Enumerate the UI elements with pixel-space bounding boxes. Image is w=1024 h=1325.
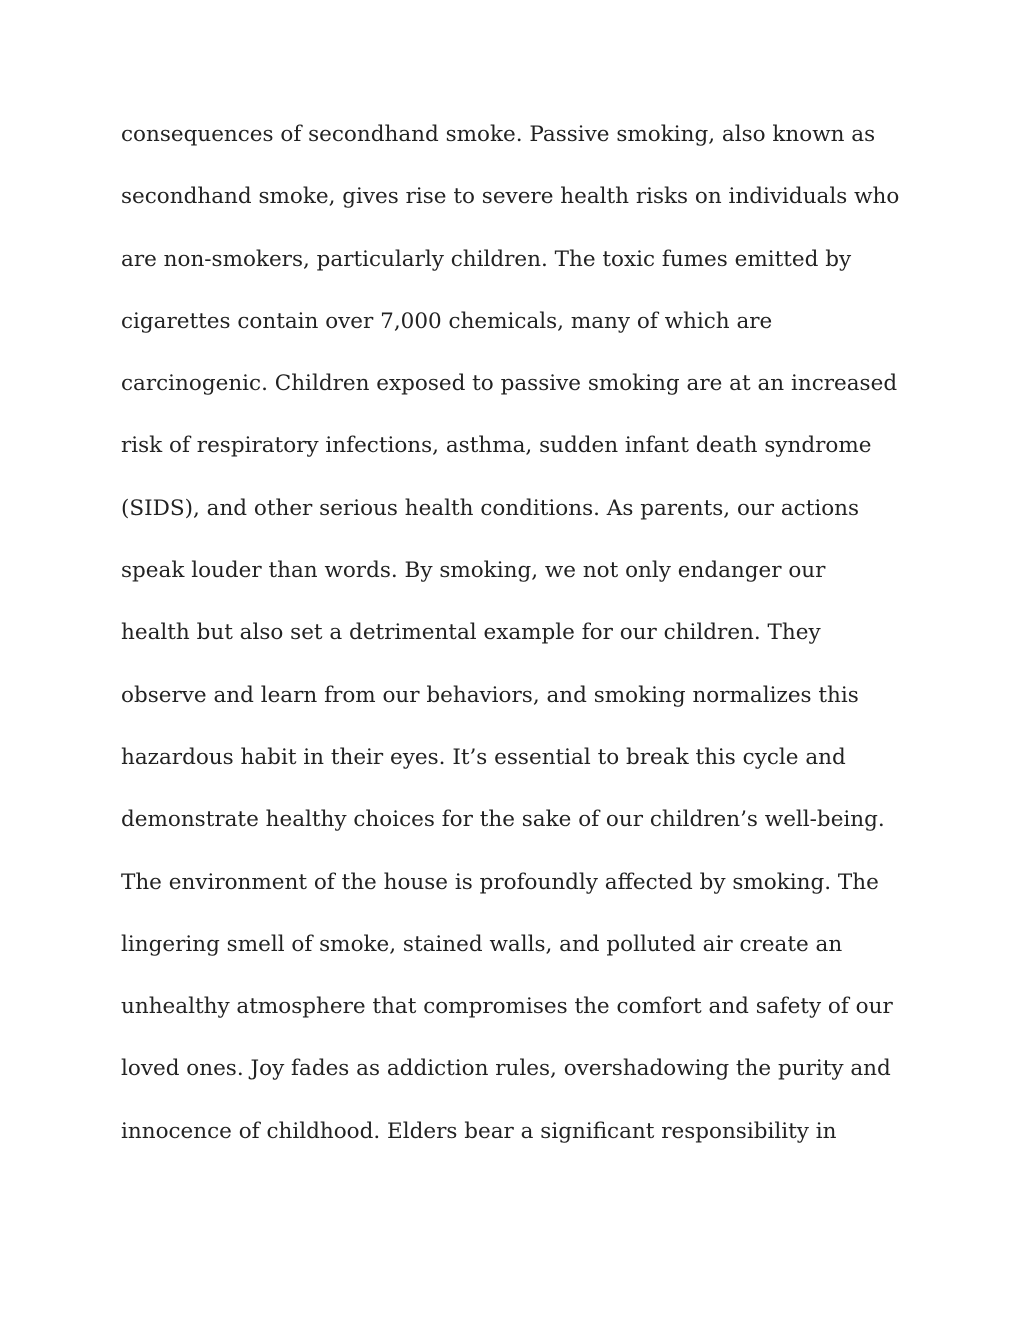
text-line: speak louder than words. By smoking, we not only endanger our [121, 558, 826, 584]
text-line: consequences of secondhand smoke. Passive smoking, also known as [121, 122, 876, 147]
text-line: unhealthy atmosphere that compromises the comfort and safety of our [121, 994, 893, 1020]
text-line: cigarettes contain over 7,000 chemicals, many of which are [121, 308, 773, 334]
body-paragraph [121, 113, 921, 1172]
text-line: (SIDS), and other serious health conditions. As parents, our actions [121, 495, 860, 521]
text-line: demonstrate healthy choices for the sake of our children’s well-being. [121, 807, 885, 833]
text-line: The environment of the house is profoundly affected by smoking. The [121, 869, 879, 895]
text-line: secondhand smoke, gives rise to severe health risks on individuals who [121, 184, 900, 210]
text-line: hazardous habit in their eyes. It’s essential to break this cycle and [121, 744, 846, 770]
text-line: innocence of childhood. Elders bear a significant responsibility in [121, 1118, 837, 1144]
text-line: observe and learn from our behaviors, and smoking normalizes this [121, 682, 859, 708]
text-line: lingering smell of smoke, stained walls, and polluted air create an [121, 931, 843, 957]
text-line: loved ones. Joy fades as addiction rules, overshadowing the purity and [121, 1056, 891, 1082]
text-line: carcinogenic. Children exposed to passive smoking are at an increased [121, 371, 898, 397]
text-line: are non-smokers, particularly children. The toxic fumes emitted by [121, 246, 852, 272]
text-line: risk of respiratory infections, asthma, sudden infant death syndrome [121, 433, 872, 459]
text-line: health but also set a detrimental example for our children. They [121, 620, 821, 646]
